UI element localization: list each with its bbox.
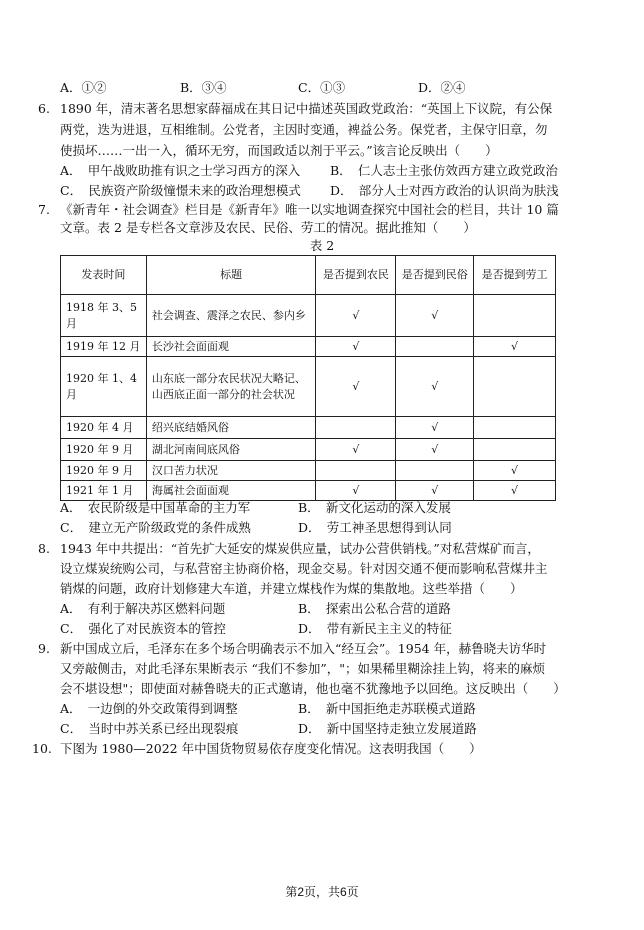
cell-farmer: √ bbox=[316, 295, 396, 337]
cell-title: 湖北河南间底风俗 bbox=[146, 439, 316, 461]
q9-option-c: C． 当时中苏关系已经出现裂痕 bbox=[60, 721, 239, 736]
cell-title: 海属社会面面观 bbox=[146, 481, 316, 501]
q6-option-b: B． 仁人志士主张仿效西方建立政党政治 bbox=[330, 163, 558, 178]
cell-labor bbox=[474, 295, 556, 337]
q8-number: 8. bbox=[38, 541, 50, 556]
header-date: 发表时间 bbox=[61, 256, 147, 295]
q6-number: 6. bbox=[38, 101, 50, 116]
cell-custom: √ bbox=[396, 417, 474, 439]
q7-number: 7. bbox=[38, 202, 50, 217]
table-title: 表 2 bbox=[309, 238, 335, 253]
cell-labor: √ bbox=[474, 461, 556, 481]
cell-labor bbox=[474, 357, 556, 417]
q10-number: 10. bbox=[32, 741, 52, 756]
q8-option-b: B． 探索出公私合营的道路 bbox=[298, 601, 451, 616]
cell-date: 1921 年 1 月 bbox=[61, 481, 147, 501]
cell-custom: √ bbox=[396, 357, 474, 417]
q5-option-d: D．②④ bbox=[418, 80, 466, 95]
cell-labor: √ bbox=[474, 481, 556, 501]
table-row bbox=[61, 295, 556, 337]
table-row bbox=[61, 439, 556, 461]
cell-farmer: √ bbox=[316, 337, 396, 357]
q9-option-b: B． 新中国拒绝走苏联模式道路 bbox=[298, 701, 476, 716]
page-footer: 第2页，共6页 bbox=[285, 885, 359, 899]
q7-stem-line-1: 《新青年・社会调查》栏目是《新青年》唯一以实地调查探究中国社会的栏目，共计 10 篇 bbox=[60, 202, 559, 217]
cell-custom: √ bbox=[396, 295, 474, 337]
table-row bbox=[61, 357, 556, 417]
q7-option-a: A． 农民阶级是中国革命的主力军 bbox=[60, 500, 251, 515]
q8-option-d: D． 带有新民主主义的特征 bbox=[298, 621, 452, 636]
cell-date: 1919 年 12 月 bbox=[61, 337, 147, 357]
q8-stem-line-2: 设立煤炭统购公司，与私营窑主协商价格，现金交易。针对因交通不便而影响私营煤井主 bbox=[60, 561, 548, 576]
q10-stem-line-1: 下图为 1980—2022 年中国货物贸易依存度变化情况。这表明我国（ ） bbox=[60, 741, 482, 756]
cell-farmer: √ bbox=[316, 439, 396, 461]
survey-table bbox=[60, 255, 556, 501]
cell-custom bbox=[396, 461, 474, 481]
cell-farmer bbox=[316, 417, 396, 439]
cell-farmer bbox=[316, 461, 396, 481]
cell-title: 绍兴底结婚风俗 bbox=[146, 417, 316, 439]
table-header-row bbox=[61, 256, 556, 295]
q8-option-c: C． 强化了对民族资本的管控 bbox=[60, 621, 226, 636]
q9-stem-line-3: 会不堪设想"；即使面对赫鲁晓夫的正式邀请，他也毫不犹豫地予以回绝。这反映出（ ） bbox=[60, 681, 566, 696]
cell-title: 山东底一部分农民状况大略记、山西底正面一部分的社会状况 bbox=[146, 357, 316, 417]
q6-stem-line-2: 两党，迭为进退，互相维制。公党者，主因时变通，裨益公务。保党者，主保守旧章，勿 bbox=[60, 122, 548, 137]
table-row bbox=[61, 417, 556, 439]
header-farmer: 是否提到农民 bbox=[316, 256, 396, 295]
header-labor: 是否提到劳工 bbox=[474, 256, 556, 295]
cell-custom bbox=[396, 337, 474, 357]
table-row bbox=[61, 337, 556, 357]
table-row bbox=[61, 481, 556, 501]
q9-option-d: D． 新中国坚持走独立发展道路 bbox=[298, 721, 477, 736]
q6-option-c: C． 民族资产阶级憧憬未来的政治理想模式 bbox=[60, 183, 301, 198]
cell-farmer: √ bbox=[316, 481, 396, 501]
cell-labor bbox=[474, 417, 556, 439]
q9-stem-line-2: 又旁敲侧击，对此毛泽东果断表示 “我们不参加”，"；如果稀里糊涂挂上钩，将来的麻烦 bbox=[60, 661, 546, 676]
cell-date: 1920 年 1、4 月 bbox=[61, 357, 147, 417]
cell-date: 1920 年 9 月 bbox=[61, 461, 147, 481]
cell-farmer: √ bbox=[316, 357, 396, 417]
cell-custom: √ bbox=[396, 439, 474, 461]
q8-stem-line-1: 1943 年中共提出：“首先扩大延安的煤炭供应量，试办公营供销栈。”对私营煤矿而言， bbox=[60, 541, 540, 556]
cell-title: 汉口苦力状况 bbox=[146, 461, 316, 481]
q6-option-d: D． 部分人士对西方政治的认识尚为肤浅 bbox=[330, 183, 559, 198]
cell-custom: √ bbox=[396, 481, 474, 501]
q9-option-a: A． 一边倒的外交政策得到调整 bbox=[60, 701, 238, 716]
q9-number: 9. bbox=[38, 641, 50, 656]
q8-option-a: A． 有利于解决苏区燃料问题 bbox=[60, 601, 226, 616]
q7-option-b: B． 新文化运动的深入发展 bbox=[298, 500, 451, 515]
q5-option-a: A．①② bbox=[60, 80, 107, 95]
q7-option-c: C． 建立无产阶级政党的条件成熟 bbox=[60, 520, 251, 535]
q6-stem-line-3: 使损坏……一出一入，循环无穷，而国政适以剂于平云。”该言论反映出（ ） bbox=[60, 143, 498, 158]
cell-date: 1920 年 4 月 bbox=[61, 417, 147, 439]
cell-labor bbox=[474, 439, 556, 461]
cell-date: 1918 年 3、5 月 bbox=[61, 295, 147, 337]
q6-stem-line-1: 1890 年，清末著名思想家薛福成在其日记中描述英国政党政治：“英国上下议院，有公保 bbox=[60, 101, 553, 116]
header-title: 标题 bbox=[146, 256, 316, 295]
q5-option-b: B．③④ bbox=[180, 80, 227, 95]
header-custom: 是否提到民俗 bbox=[396, 256, 474, 295]
cell-date: 1920 年 9 月 bbox=[61, 439, 147, 461]
cell-title: 社会调查、震泽之农民、参内乡 bbox=[146, 295, 316, 337]
q7-option-d: D． 劳工神圣思想得到认同 bbox=[298, 520, 452, 535]
table-row bbox=[61, 461, 556, 481]
q6-option-a: A． 甲午战败助推有识之士学习西方的深入 bbox=[60, 163, 301, 178]
q5-option-c: C．①③ bbox=[298, 80, 346, 95]
q8-stem-line-3: 销煤的问题，政府计划修建大车道，并建立煤栈作为煤的集散地。这些举措（ ） bbox=[60, 581, 523, 596]
q7-stem-line-2: 文章。表 2 是专栏各文章涉及农民、民俗、劳工的情况。据此推知（ ） bbox=[60, 220, 476, 235]
cell-title: 长沙社会面面观 bbox=[146, 337, 316, 357]
cell-labor: √ bbox=[474, 337, 556, 357]
q9-stem-line-1: 新中国成立后，毛泽东在多个场合明确表示不加入“经互会”。1954 年，赫鲁晓夫访华时 bbox=[60, 641, 547, 656]
